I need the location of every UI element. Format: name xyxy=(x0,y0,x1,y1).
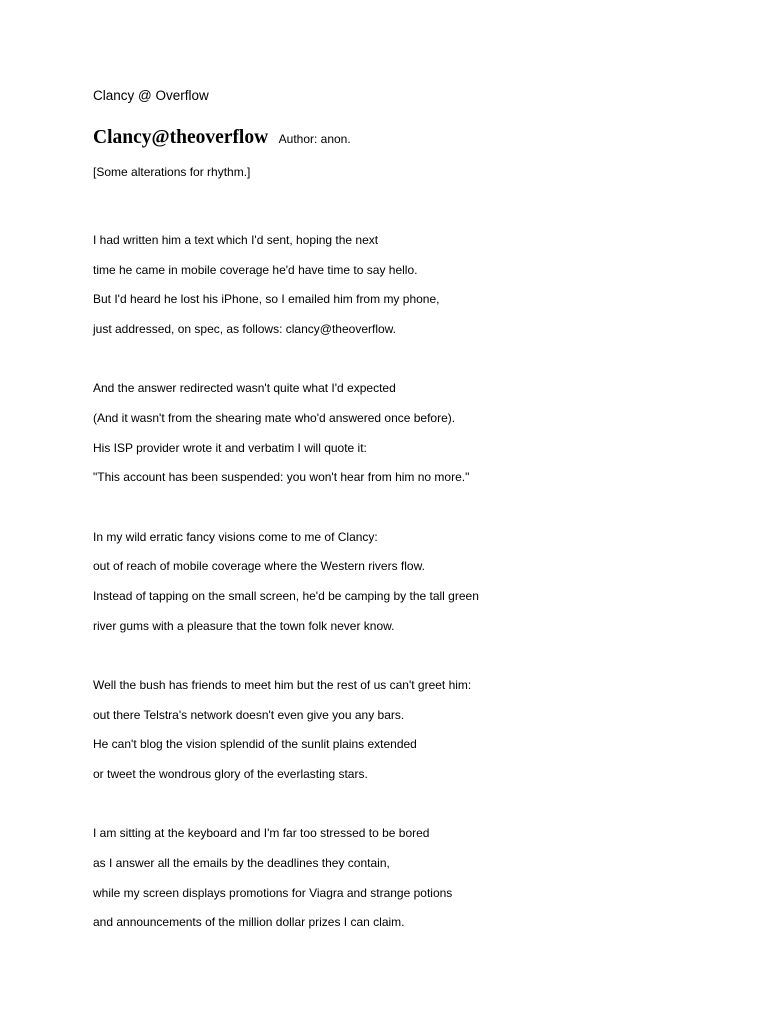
editor-note: [Some alterations for rhythm.] xyxy=(93,165,251,179)
poem-line: He can't blog the vision splendid of the sunlit plains extended xyxy=(93,737,417,751)
poem-line: But I'd heard he lost his iPhone, so I emailed him from my phone, xyxy=(93,292,440,306)
poem-line: as I answer all the emails by the deadlines they contain, xyxy=(93,856,390,870)
poem-line: (And it wasn't from the shearing mate who'd answered once before). xyxy=(93,411,456,425)
poem-line: and announcements of the million dollar prizes I can claim. xyxy=(93,915,405,929)
poem-line: river gums with a pleasure that the town folk never know. xyxy=(93,619,395,633)
poem-line: Instead of tapping on the small screen, he'd be camping by the tall green xyxy=(93,589,479,603)
poem-line: or tweet the wondrous glory of the everlasting stars. xyxy=(93,767,368,781)
poem-line: His ISP provider wrote it and verbatim I will quote it: xyxy=(93,441,367,455)
poem-line: I am sitting at the keyboard and I'm far too stressed to be bored xyxy=(93,826,430,840)
poem-line: "This account has been suspended: you won't hear from him no more." xyxy=(93,470,470,484)
poem-line: time he came in mobile coverage he'd have time to say hello. xyxy=(93,263,418,277)
poem-line: just addressed, on spec, as follows: clancy@theoverflow. xyxy=(93,322,396,336)
poem-line: while my screen displays promotions for Viagra and strange potions xyxy=(93,886,453,900)
poem-line: And the answer redirected wasn't quite what I'd expected xyxy=(93,381,396,395)
poem-title: Clancy@theoverflow xyxy=(93,127,269,148)
author-line: Author: anon. xyxy=(278,132,351,146)
poem-line: Well the bush has friends to meet him but the rest of us can't greet him: xyxy=(93,678,472,692)
poem-line: out there Telstra's network doesn't even give you any bars. xyxy=(93,708,405,722)
running-header: Clancy @ Overflow xyxy=(93,88,209,103)
poem-line: In my wild erratic fancy visions come to me of Clancy: xyxy=(93,530,378,544)
poem-line: I had written him a text which I'd sent, hoping the next xyxy=(93,233,379,247)
poem-line: out of reach of mobile coverage where the Western rivers flow. xyxy=(93,559,425,573)
title-row xyxy=(93,126,351,150)
